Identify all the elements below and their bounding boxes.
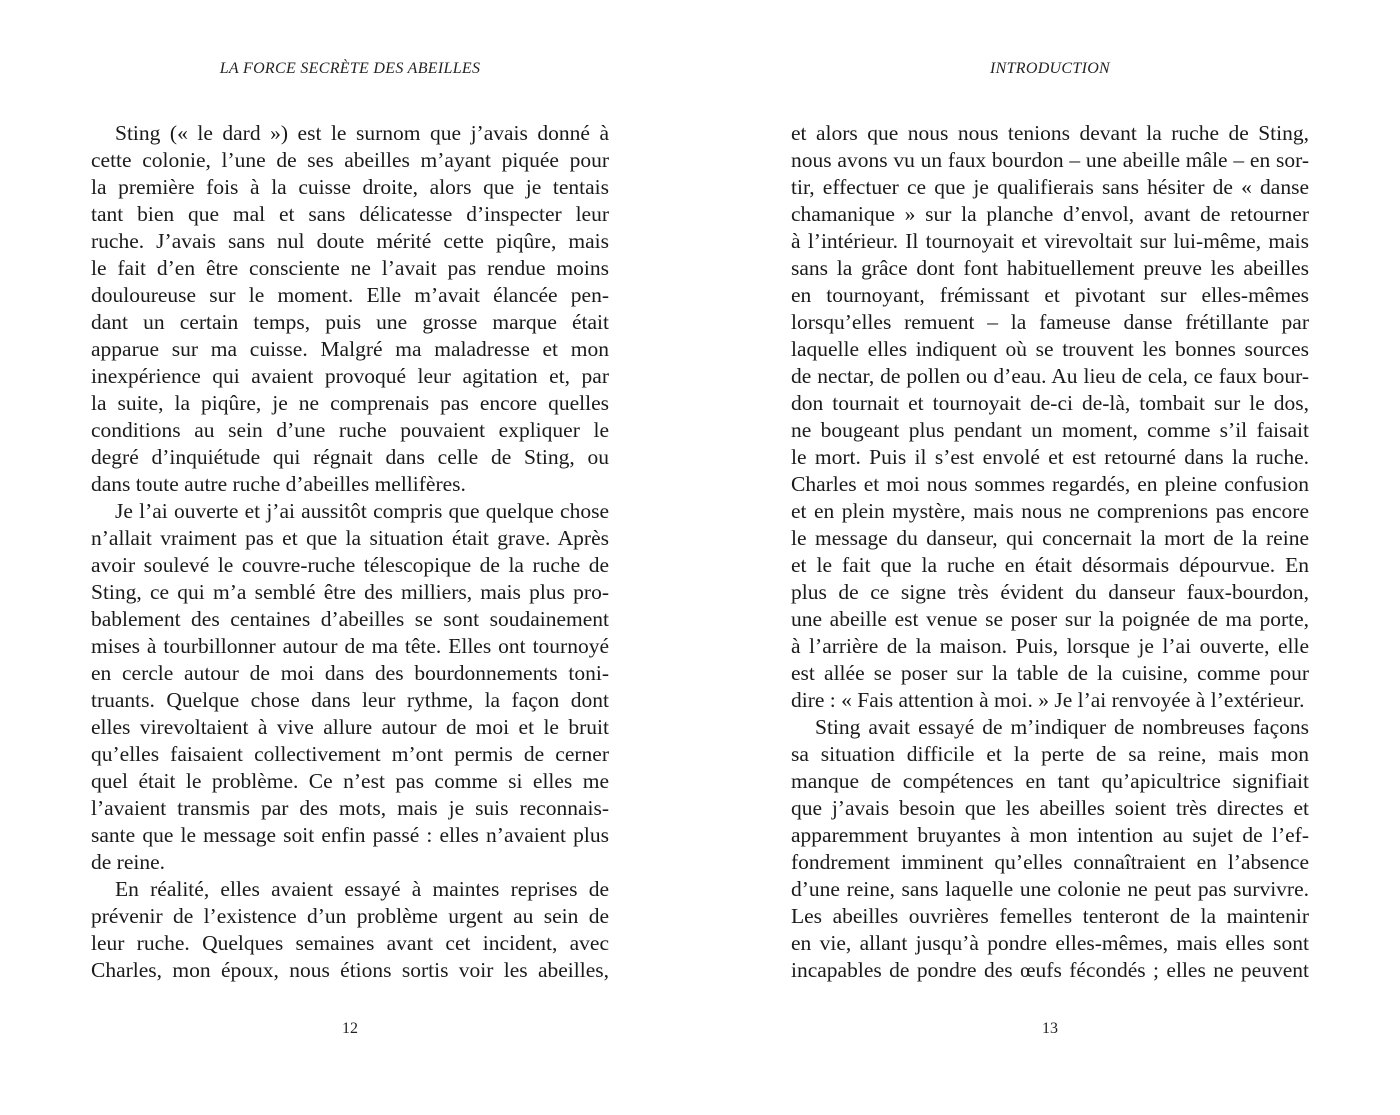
text-line: est allée se poser sur la table de la cuisine, comme pour [791,661,1309,685]
text-line: dans toute autre ruche d’abeilles mellifères. [91,472,466,496]
text-line: ruche. J’avais sans nul doute mérité cette piqûre, mais [91,229,609,253]
text-line: et le fait que la ruche en était désormais dépourvue. En [791,553,1309,577]
left-page [91,0,609,1115]
text-line: apparemment bruyantes à mon intention au sujet de l’ef- [791,823,1309,847]
text-line: ne bougeant plus pendant un moment, comme s’il faisait [791,418,1309,442]
text-line: n’allait vraiment pas et que la situation était grave. Après [91,526,609,550]
right-page [791,0,1309,1115]
text-line: truants. Quelque chose dans leur rythme, la façon dont [91,688,609,712]
text-line: inexpérience qui avaient provoqué leur agitation et, par [91,364,609,388]
text-line: en tournoyant, frémissant et pivotant sur elles-mêmes [791,283,1309,307]
text-line: conditions au sein d’une ruche pouvaient expliquer le [91,418,609,442]
text-line: Les abeilles ouvrières femelles tenteront de la maintenir [791,904,1309,928]
text-line: Sting (« le dard ») est le surnom que j’avais donné à [115,121,609,145]
text-line: cette colonie, l’une de ses abeilles m’ayant piquée pour [91,148,609,172]
text-line: mises à tourbillonner autour de ma tête. Elles ont tournoyé [91,634,609,658]
text-line: chamanique » sur la planche d’envol, avant de retourner [791,202,1309,226]
text-line: elles virevoltaient à vive allure autour de moi et le bruit [91,715,609,739]
text-line: la suite, la piqûre, je ne comprenais pas encore quelles [91,391,609,415]
text-line: douloureuse sur le moment. Elle m’avait élancée pen- [91,283,609,307]
text-line: tant bien que mal et sans délicatesse d’inspecter leur [91,202,609,226]
text-line: degré d’inquiétude qui régnait dans celle de Sting, ou [91,445,609,469]
body-text [791,120,1309,984]
text-line: qu’elles faisaient collectivement m’ont permis de cerner [91,742,609,766]
text-line: en vie, allant jusqu’à pondre elles-mêmes, mais elles sont [791,931,1309,955]
text-line: une abeille est venue se poser sur la poignée de ma porte, [791,607,1309,631]
page-number: 12 [342,1020,358,1037]
text-line: de reine. [91,850,166,874]
text-line: l’avaient transmis par des mots, mais je suis reconnais- [91,796,609,820]
text-line: sante que le message soit enfin passé : elles n’avaient plus [91,823,609,847]
text-line: laquelle elles indiquent où se trouvent les bonnes sources [791,337,1309,361]
text-line: fondrement imminent qu’elles connaîtraient en l’absence [791,850,1309,874]
text-line: le message du danseur, qui concernait la mort de la reine [791,526,1309,550]
text-line: d’une reine, sans laquelle une colonie ne peut pas survivre. [791,877,1309,901]
text-line: dire : « Fais attention à moi. » Je l’ai renvoyée à l’extérieur. [791,688,1305,712]
text-line: dant un certain temps, puis une grosse marque était [91,310,609,334]
text-line: plus de ce signe très évident du danseur faux-bourdon, [791,580,1309,604]
text-line: à l’arrière de la maison. Puis, lorsque je l’ai ouverte, elle [791,634,1309,658]
text-line: à l’intérieur. Il tournoyait et virevoltait sur lui-même, mais [791,229,1309,253]
text-line: sans la grâce dont font habituellement preuve les abeilles [791,256,1309,280]
text-line: la première fois à la cuisse droite, alors que je tentais [91,175,609,199]
text-line: leur ruche. Quelques semaines avant cet incident, avec [91,931,609,955]
text-line: En réalité, elles avaient essayé à maintes reprises de [115,877,609,901]
text-line: en cercle autour de moi dans des bourdonnements toni- [91,661,609,685]
text-line: le mort. Puis il s’est envolé et est retourné dans la ruche. [791,445,1309,469]
text-line: apparue sur ma cuisse. Malgré ma maladresse et mon [91,337,609,361]
text-line: le fait d’en être consciente ne l’avait pas rendue moins [91,256,609,280]
running-head-book-title: LA FORCE SECRÈTE DES ABEILLES [219,60,481,77]
text-line: Sting, ce qui m’a semblé être des milliers, mais plus pro- [91,580,609,604]
body-text [91,120,609,984]
text-line: et alors que nous nous tenions devant la ruche de Sting, [791,121,1309,145]
text-line: Je l’ai ouverte et j’ai aussitôt compris que quelque chose [115,499,609,523]
text-line: bablement des centaines d’abeilles se sont soudainement [91,607,609,631]
text-line: avoir soulevé le couvre-ruche télescopique de la ruche de [91,553,609,577]
text-line: lorsqu’elles remuent – la fameuse danse frétillante par [791,310,1309,334]
text-line: de nectar, de pollen ou d’eau. Au lieu de cela, ce faux bour- [791,364,1309,388]
text-line: sa situation difficile et la perte de sa reine, mais mon [791,742,1309,766]
text-line: Charles, mon époux, nous étions sortis voir les abeilles, [91,958,609,982]
text-line: nous avons vu un faux bourdon – une abeille mâle – en sor- [791,148,1309,172]
text-line: Charles et moi nous sommes regardés, en pleine confusion [791,472,1309,496]
text-line: incapables de pondre des œufs fécondés ; elles ne peuvent [791,958,1309,982]
running-head-chapter-title: INTRODUCTION [989,60,1111,77]
text-line: tir, effectuer ce que je qualifierais sans hésiter de « danse [791,175,1309,199]
text-line: et en plein mystère, mais nous ne comprenions pas encore [791,499,1309,523]
text-line: manque de compétences en tant qu’apicultrice signifiait [791,769,1309,793]
page-number: 13 [1042,1020,1058,1037]
text-line: quel était le problème. Ce n’est pas comme si elles me [91,769,609,793]
text-line: que j’avais besoin que les abeilles soient très directes et [791,796,1309,820]
text-line: Sting avait essayé de m’indiquer de nombreuses façons [815,715,1309,739]
text-line: don tournait et tournoyait de-ci de-là, tombait sur le dos, [791,391,1309,415]
text-line: prévenir de l’existence d’un problème urgent au sein de [91,904,609,928]
